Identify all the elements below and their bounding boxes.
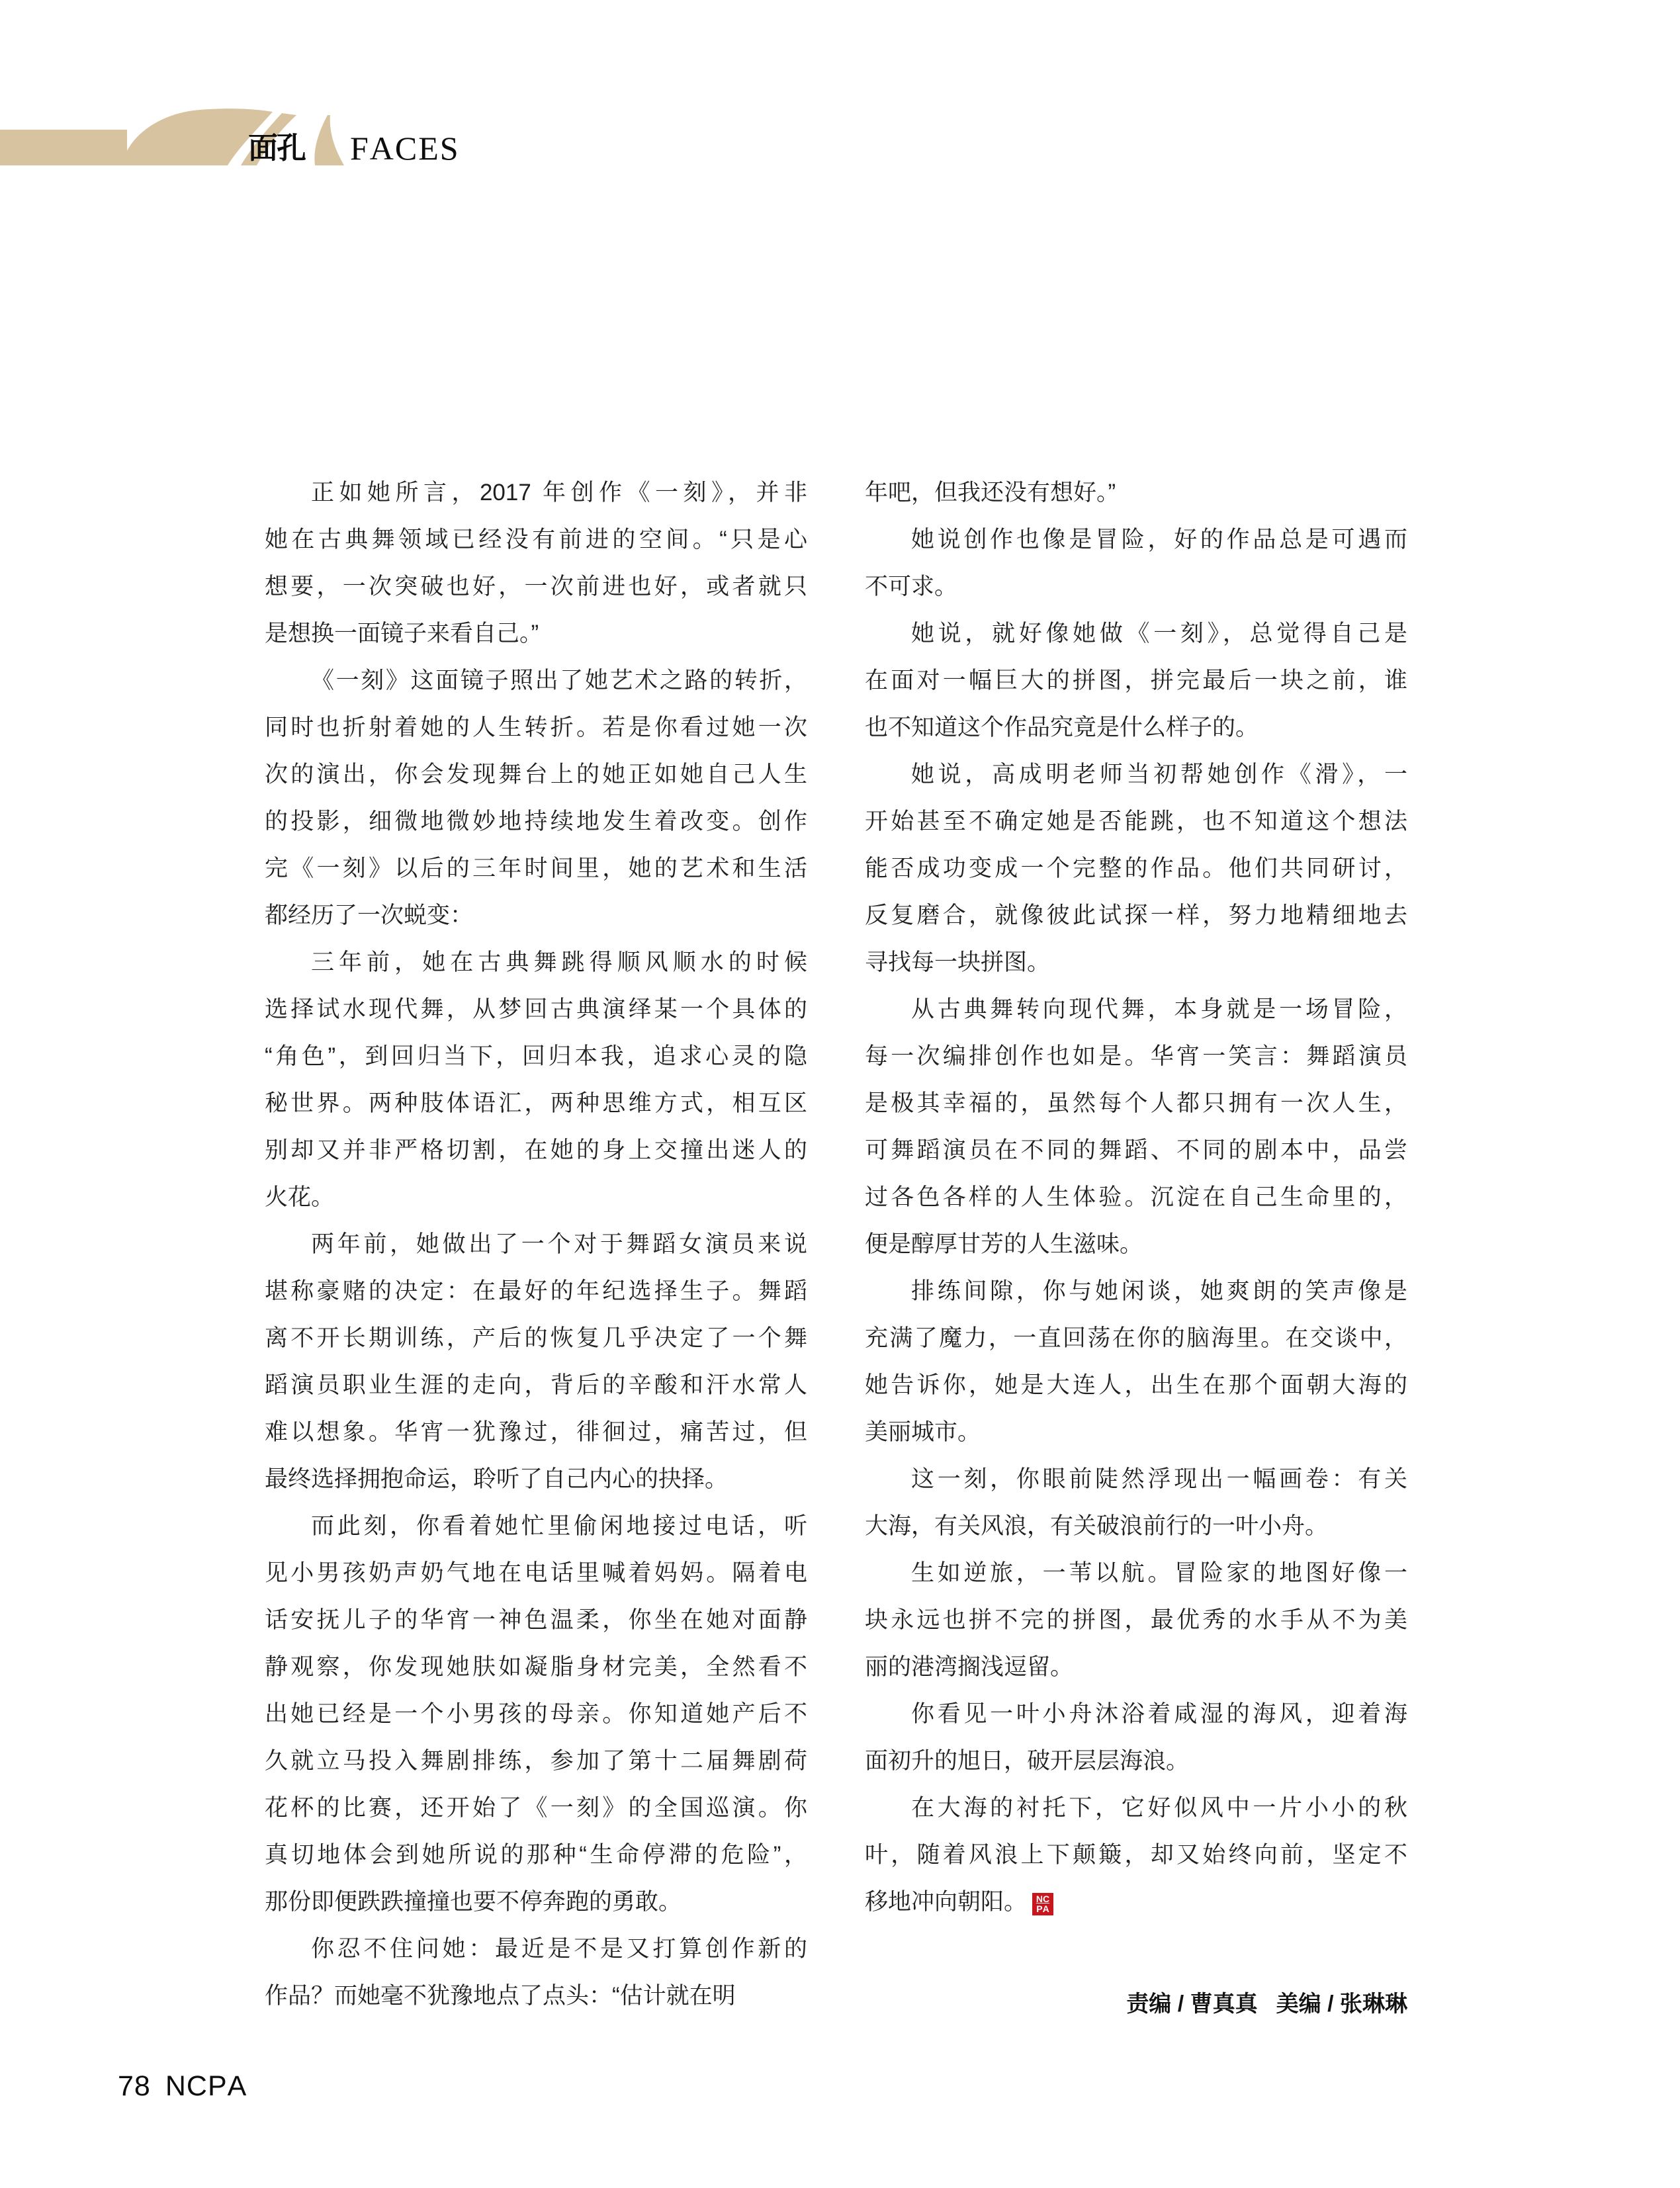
article-text-line: 她在古典舞领域已经没有前进的空间。“只是心 (265, 527, 807, 552)
article-text-line: 那份即便跌跌撞撞也要不停奔跑的勇敢。 (265, 1889, 682, 1915)
article-text-line: 从古典舞转向现代舞，本身就是一场冒险， (911, 996, 1407, 1022)
article-text-line: 见小男孩奶声奶气地在电话里喊着妈妈。隔着电 (265, 1560, 807, 1586)
article-text-line: 离不开长期训练，产后的恢复几乎决定了一个舞 (265, 1325, 807, 1351)
designer-credit: 美编 / 张琳琳 (1276, 1991, 1407, 2017)
article-text-line: 美丽城市。 (865, 1419, 981, 1445)
article-text-line: 每一次编排创作也如是。华宵一笑言：舞蹈演员 (865, 1043, 1407, 1069)
article-text-line: 是极其幸福的，虽然每个人都只拥有一次人生， (865, 1090, 1407, 1116)
article-text-line: 充满了魔力，一直回荡在你的脑海里。在交谈中， (865, 1325, 1407, 1351)
article-text-line: 在大海的衬托下，它好似风中一片小小的秋 (911, 1795, 1407, 1821)
article-text-line: 不可求。 (865, 574, 958, 599)
article-text-line: 火花。 (265, 1184, 335, 1210)
article-text-line: 秘世界。两种肢体语汇，两种思维方式，相互区 (265, 1090, 807, 1116)
article-text-line: 寻找每一块拼图。 (865, 949, 1051, 975)
article-text-line: 生如逆旅，一苇以航。冒险家的地图好像一 (911, 1560, 1407, 1586)
article-text-line: 块永远也拼不完的拼图，最优秀的水手从不为美 (865, 1607, 1407, 1633)
article-text-line: 两年前，她做出了一个对于舞蹈女演员来说 (311, 1231, 807, 1257)
article-text-line: 在面对一幅巨大的拼图，拼完最后一块之前，谁 (865, 668, 1407, 693)
article-text-line: 久就立马投入舞剧排练，参加了第十二届舞剧荷 (265, 1748, 807, 1774)
article-text-line: 三年前，她在古典舞跳得顺风顺水的时候 (311, 949, 807, 975)
article-column-right (865, 469, 1407, 1925)
article-text-line: 丽的港湾搁浅逗留。 (865, 1654, 1074, 1680)
article-text-line: 她说，高成明老师当初帮她创作《滑》，一 (911, 762, 1407, 787)
editor-credit: 责编 / 曹真真 (1126, 1991, 1258, 2017)
article-text-line: 而此刻，你看着她忙里偷闲地接过电话，听 (311, 1513, 807, 1539)
article-column-left (265, 469, 807, 2019)
article-text-line: 静观察，你发现她肤如凝脂身材完美，全然看不 (265, 1654, 807, 1680)
article-text-line: 反复磨合，就像彼此试探一样，努力地精细地去 (865, 902, 1407, 928)
article-text-line: 是想换一面镜子来看自己。” (265, 621, 539, 646)
article-text-line: 完《一刻》以后的三年时间里，她的艺术和生活 (265, 855, 807, 881)
article-text-line: 同时也折射着她的人生转折。若是你看过她一次 (265, 715, 807, 740)
article-text-line: 你忍不住问她：最近是不是又打算创作新的 (311, 1936, 807, 1962)
article-text-line: 能否成功变成一个完整的作品。他们共同研讨， (865, 855, 1407, 881)
article-text-line: 这一刻，你眼前陡然浮现出一幅画卷：有关 (911, 1466, 1407, 1492)
ncpa-end-mark: $\frac{NC}{PA}$ (1032, 1893, 1053, 1915)
article-text-line: 最终选择拥抱命运，聆听了自己内心的抉择。 (265, 1466, 729, 1492)
article-text-line: 话安抚儿子的华宵一神色温柔，你坐在她对面静 (265, 1607, 807, 1633)
section-header-graphic (0, 93, 371, 172)
article-text-line: 都经历了一次蜕变： (265, 902, 474, 928)
article-text-line: 正如她所言，2017 年创作《一刻》，并非 (311, 480, 807, 505)
article-text-line: 别却又并非严格切割，在她的身上交撞出迷人的 (265, 1137, 807, 1163)
article-text-line: 《一刻》这面镜子照出了她艺术之路的转折， (311, 668, 807, 693)
article-text-line: 作品？而她毫不犹豫地点了点头：“估计就在明 (265, 1983, 736, 2009)
article-text-line: 出她已经是一个小男孩的母亲。你知道她产后不 (265, 1701, 807, 1727)
header-bar-shape (0, 130, 127, 165)
article-text-line: 开始甚至不确定她是否能跳，也不知道这个想法 (865, 809, 1407, 834)
article-text-line: 想要，一次突破也好，一次前进也好，或者就只 (265, 574, 807, 599)
article-text-line: 花杯的比赛，还开始了《一刻》的全国巡演。你 (265, 1795, 807, 1821)
article-text-line: 移地冲向朝阳。 $\frac{NC}{PA}$ (865, 1878, 1407, 1925)
section-title-en: FACES (350, 130, 460, 167)
article-text-line: 选择试水现代舞，从梦回古典演绎某一个具体的 (265, 996, 807, 1022)
page-footer (118, 2072, 247, 2101)
article-text-line: 她告诉你，她是大连人，出生在那个面朝大海的 (865, 1372, 1407, 1398)
article-text-line: 你看见一叶小舟沐浴着咸湿的海风，迎着海 (911, 1701, 1407, 1727)
article-text-line: 堪称豪赌的决定：在最好的年纪选择生子。舞蹈 (265, 1278, 807, 1304)
page-number: 78 (118, 2070, 151, 2102)
article-text-line: “角色”，到回归当下，回归本我，追求心灵的隐 (265, 1043, 807, 1069)
article-text-line: 也不知道这个作品究竟是什么样子的。 (865, 715, 1259, 740)
article-text-line: 次的演出，你会发现舞台上的她正如她自己人生 (265, 762, 807, 787)
header-swoosh-shape (314, 115, 344, 165)
article-text-line: 面初升的旭日，破开层层海浪。 (865, 1748, 1190, 1774)
article-text-line: 难以想象。华宵一犹豫过，徘徊过，痛苦过，但 (265, 1419, 807, 1445)
article-text-line: 过各色各样的人生体验。沉淀在自己生命里的， (865, 1184, 1407, 1210)
article-text-line: 真切地体会到她所说的那种“生命停滞的危险”， (265, 1842, 807, 1868)
journal-name: NCPA (165, 2070, 247, 2102)
article-text-line: 她说创作也像是冒险，好的作品总是可遇而 (911, 527, 1407, 552)
editor-credits (865, 1986, 1407, 2018)
article-text-line: 年吧，但我还没有想好。” (865, 480, 1116, 505)
article-text-line: 大海，有关风浪，有关破浪前行的一叶小舟。 (865, 1513, 1329, 1539)
article-text-line: 蹈演员职业生涯的走向，背后的辛酸和汗水常人 (265, 1372, 807, 1398)
article-text-line: 排练间隙，你与她闲谈，她爽朗的笑声像是 (911, 1278, 1407, 1304)
article-text-line: 便是醇厚甘芳的人生滋味。 (865, 1231, 1143, 1257)
article-text-line: 叶，随着风浪上下颠簸，却又始终向前，坚定不 (865, 1842, 1407, 1868)
article-text-line: 可舞蹈演员在不同的舞蹈、不同的剧本中，品尝 (865, 1137, 1407, 1163)
article-text-line: 她说，就好像她做《一刻》，总觉得自己是 (911, 621, 1407, 646)
article-text-line: 的投影，细微地微妙地持续地发生着改变。创作 (265, 809, 807, 834)
section-title-zh: 面孔 (248, 131, 306, 165)
